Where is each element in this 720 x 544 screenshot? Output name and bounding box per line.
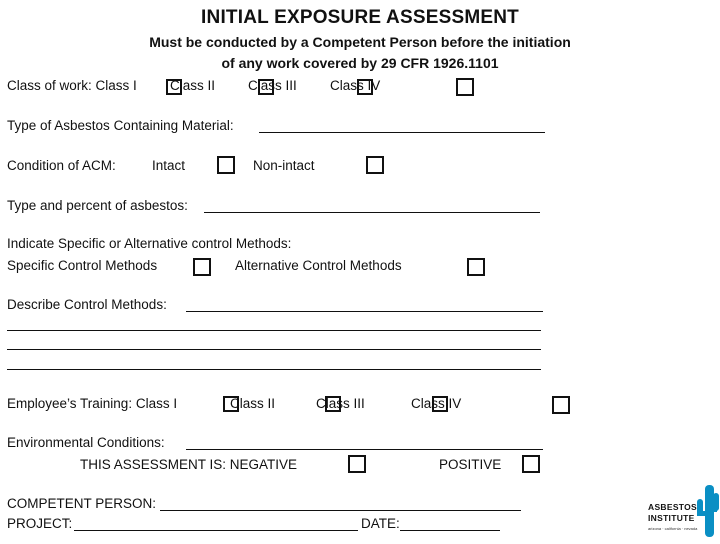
assessment-negative-label: THIS ASSESSMENT IS: NEGATIVE xyxy=(80,457,298,472)
date-field[interactable] xyxy=(400,530,500,531)
form-title: INITIAL EXPOSURE ASSESSMENT xyxy=(201,7,519,28)
project-field[interactable] xyxy=(74,530,358,531)
training-option-class3: Class III xyxy=(316,396,365,411)
form-subtitle-line1: Must be conducted by a Competent Person before the initiation xyxy=(149,34,571,50)
class-of-work-option-class4: Class IV xyxy=(330,78,381,93)
competent-person-label: COMPETENT PERSON: xyxy=(7,496,157,511)
describe-control-label: Describe Control Methods: xyxy=(7,297,167,312)
condition-intact-checkbox[interactable] xyxy=(217,156,235,174)
alternative-control-label: Alternative Control Methods xyxy=(235,258,402,273)
training-class4-checkbox[interactable] xyxy=(552,396,570,414)
assessment-positive-checkbox[interactable] xyxy=(522,455,540,473)
alternative-control-checkbox[interactable] xyxy=(467,258,485,276)
class-of-work-label: Class of work: Class I xyxy=(7,78,137,93)
acm-type-field[interactable] xyxy=(259,132,545,133)
logo-text-line3: arizona · california · nevada xyxy=(648,526,698,531)
competent-person-field[interactable] xyxy=(160,510,521,511)
asbestos-type-label: Type and percent of asbestos: xyxy=(7,198,188,213)
training-option-class2: Class II xyxy=(230,396,276,411)
specific-control-label: Specific Control Methods xyxy=(7,258,158,273)
project-label: PROJECT: xyxy=(7,516,73,531)
acm-type-label: Type of Asbestos Containing Material: xyxy=(7,118,234,133)
describe-control-field-line1[interactable] xyxy=(186,311,543,312)
environment-field[interactable] xyxy=(186,449,543,450)
class-of-work-option-class2: Class II xyxy=(170,78,216,93)
logo-text-line1: ASBESTOS xyxy=(648,502,698,512)
describe-control-field-line3[interactable] xyxy=(7,349,541,350)
assessment-positive-label: POSITIVE xyxy=(439,457,502,472)
form-subtitle-line2: of any work covered by 29 CFR 1926.1101 xyxy=(221,55,499,71)
describe-control-field-line2[interactable] xyxy=(7,330,541,331)
class-of-work-option-class3: Class III xyxy=(248,78,297,93)
asbestos-type-field[interactable] xyxy=(204,212,540,213)
condition-label: Condition of ACM: xyxy=(7,158,116,173)
specific-control-checkbox[interactable] xyxy=(193,258,211,276)
control-methods-heading: Indicate Specific or Alternative control Methods: xyxy=(7,236,292,251)
condition-nonintact-checkbox[interactable] xyxy=(366,156,384,174)
condition-intact-label: Intact xyxy=(152,158,186,173)
assessment-negative-checkbox[interactable] xyxy=(348,455,366,473)
describe-control-field-line4[interactable] xyxy=(7,369,541,370)
logo-text-line2: INSTITUTE xyxy=(648,513,695,523)
environment-label: Environmental Conditions: xyxy=(7,435,165,450)
training-option-class4: Class IV xyxy=(411,396,462,411)
condition-nonintact-label: Non-intact xyxy=(253,158,315,173)
date-label: DATE: xyxy=(361,516,400,531)
class-of-work-class4-checkbox[interactable] xyxy=(456,78,474,96)
training-label: Employee’s Training: Class I xyxy=(7,396,178,411)
asbestos-institute-logo xyxy=(646,481,720,539)
